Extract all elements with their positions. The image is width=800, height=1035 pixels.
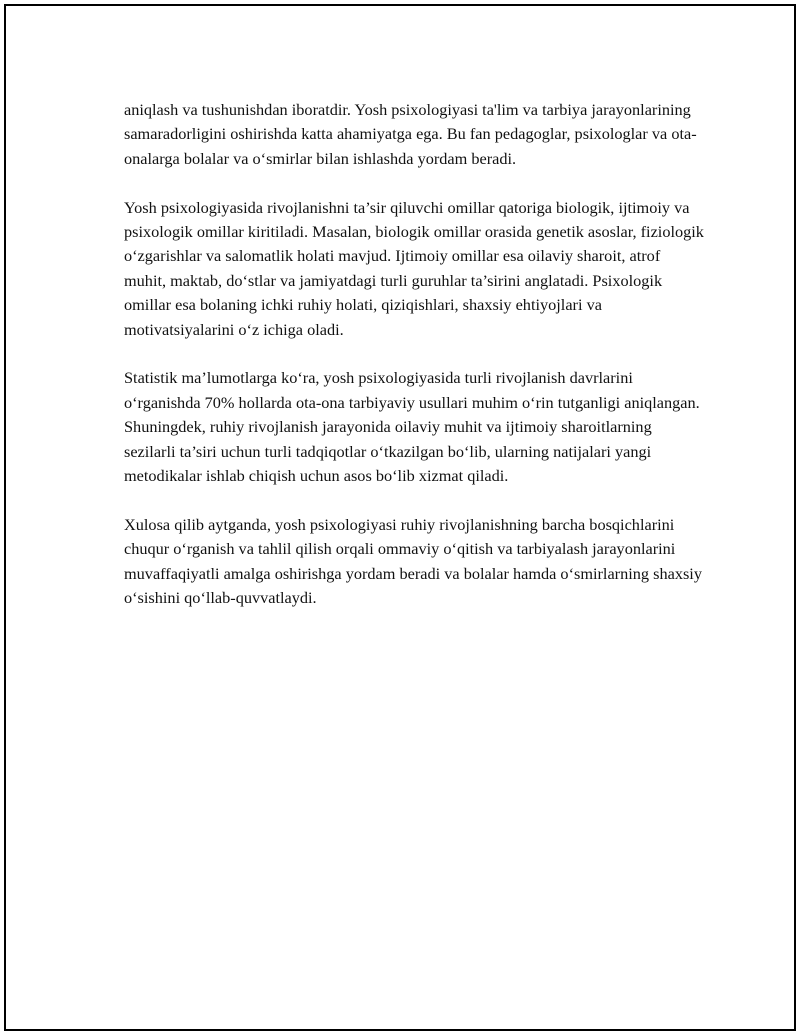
paragraph-2: Yosh psixologiyasida rivojlanishni ta’sir qiluvchi omillar qatoriga biologik, ijtimoiy va psixologik omillar kiritiladi. Masalan, biologik omillar orasida genetik asoslar, fiziologik o‘zgarishlar va salomatlik holati mavjud. Ijtimoiy omillar esa oilaviy sharoit, atrof muhit, maktab, do‘stlar va jamiyatdagi turli guruhlar ta’sirini anglatadi. Psixologik omillar esa bolaning ichki ruhiy holati, qiziqishlari, shaxsiy ehtiyojlari va motivatsiyalarini o‘z ichiga oladi. — [124, 197, 704, 339]
page-frame — [4, 4, 796, 1031]
paragraph-4: Xulosa qilib aytganda, yosh psixologiyasi ruhiy rivojlanishning barcha bosqichlarini chuqur o‘rganish va tahlil qilish orqali ommaviy o‘qitish va tarbiyalash jarayonlarini muvaffaqiyatli amalga oshirishga yordam beradi va bolalar hamda o‘smirlarning shaxsiy o‘sishini qo‘llab-quvvatlaydi. — [124, 514, 702, 608]
paragraph-3: Statistik ma’lumotlarga ko‘ra, yosh psixologiyasida turli rivojlanish davrlarini o‘rganishda 70% hollarda ota-ona tarbiyaviy usullari muhim o‘rin tutganligi aniqlangan. Shuningdek, ruhiy rivojlanish jarayonida oilaviy muhit va ijtimoiy sharoitlarning sezilarli ta’siri uchun turli tadqiqotlar o‘tkazilgan bo‘lib, ularning natijalari yangi metodikalar ishlab chiqish uchun asos bo‘lib xizmat qiladi. — [124, 368, 700, 486]
document-body — [124, 98, 704, 635]
paragraph-1: aniqlash va tushunishdan iboratdir. Yosh psixologiyasi ta'lim va tarbiya jarayonlarining samaradorligini oshirishda katta ahamiyatga ega. Bu fan pedagoglar, psixologlar va ota-onalarga bolalar va o‘smirlar bilan ishlashda yordam beradi. — [124, 100, 697, 168]
